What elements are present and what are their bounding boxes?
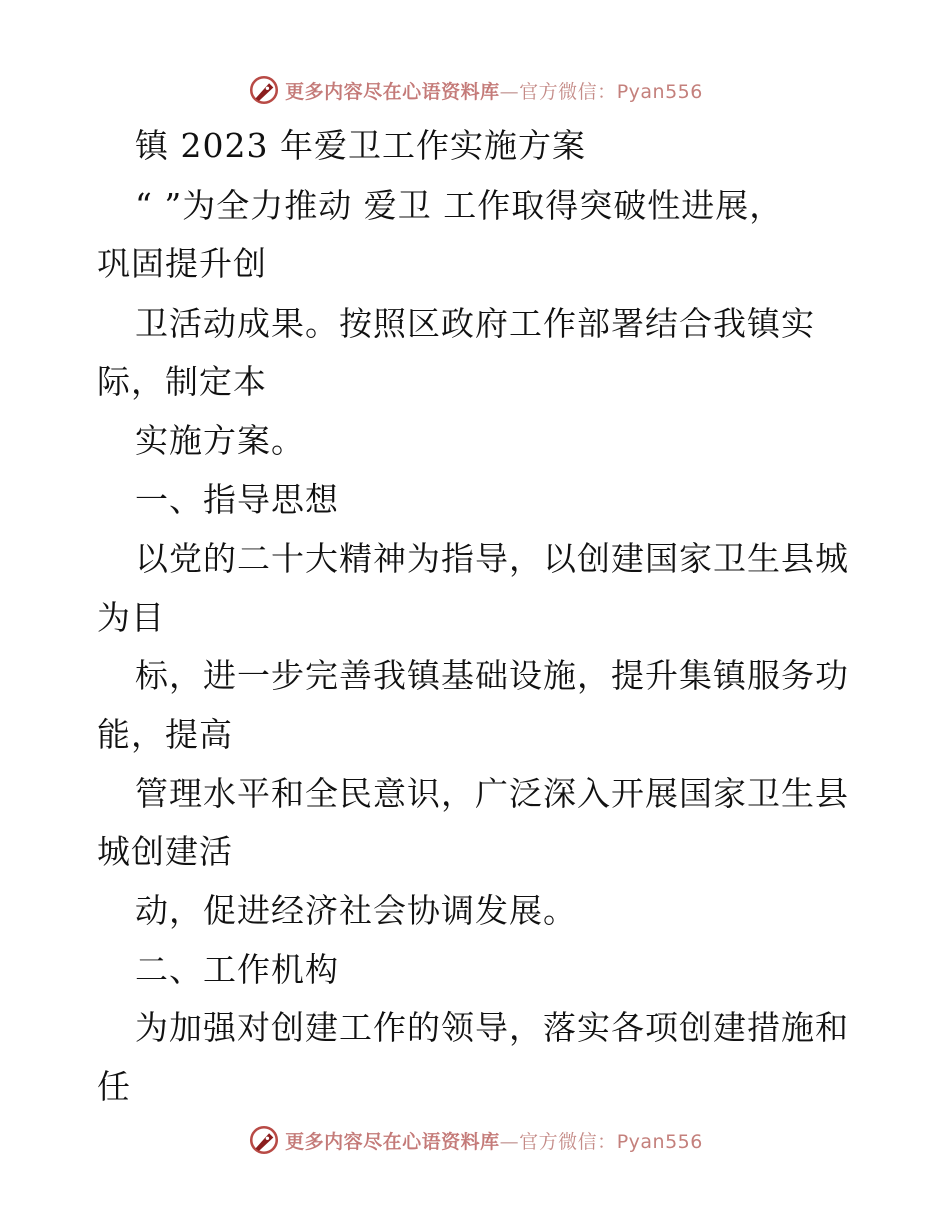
paragraph-line: 实施方案。 [135,421,305,460]
pen-nib-logo-icon [247,1123,281,1157]
paragraph-line: 为加强对创建工作的领导，落实各项创建措施和 [135,1008,849,1047]
paragraph-line: 动，促进经济社会协调发展。 [135,891,577,930]
banner-contact-id: Pyan556 [616,1130,703,1153]
banner-contact-id: Pyan556 [616,80,703,103]
paragraph-line: 为目 [97,598,165,637]
section-heading-2: 二、工作机构 [135,950,339,989]
paragraph-line: 卫活动成果。按照区政府工作部署结合我镇实 [135,304,815,343]
banner-contact-label: 官方微信： [519,80,617,103]
section-heading-1: 一、指导思想 [135,480,339,519]
banner-text [285,1127,703,1154]
paragraph-line: “ ”为全力推动 爱卫 工作取得突破性进展， [135,186,784,225]
paragraph-line: 管理水平和全民意识，广泛深入开展国家卫生县 [135,774,849,813]
banner-contact-label: 官方微信： [519,1130,617,1153]
paragraph-line: 城创建活 [97,832,233,871]
paragraph-line: 以党的二十大精神为指导，以创建国家卫生县城 [135,539,849,578]
paragraph-line: 际，制定本 [97,362,267,401]
banner-main-text: 更多内容尽在心语资料库 [285,1130,500,1153]
paragraph-line: 能，提高 [97,715,233,754]
banner-separator: — [499,1130,520,1153]
header-watermark-banner [0,70,950,110]
paragraph-line: 标，进一步完善我镇基础设施，提升集镇服务功 [135,656,849,695]
paragraph-line: 巩固提升创 [97,244,267,283]
footer-watermark-banner [0,1120,950,1160]
banner-separator: — [499,80,520,103]
banner-text [285,77,703,104]
pen-nib-logo-icon [247,73,281,107]
paragraph-line: 任 [97,1067,131,1106]
document-title: 镇 2023 年爱卫工作实施方案 [135,126,586,165]
banner-main-text: 更多内容尽在心语资料库 [285,80,500,103]
